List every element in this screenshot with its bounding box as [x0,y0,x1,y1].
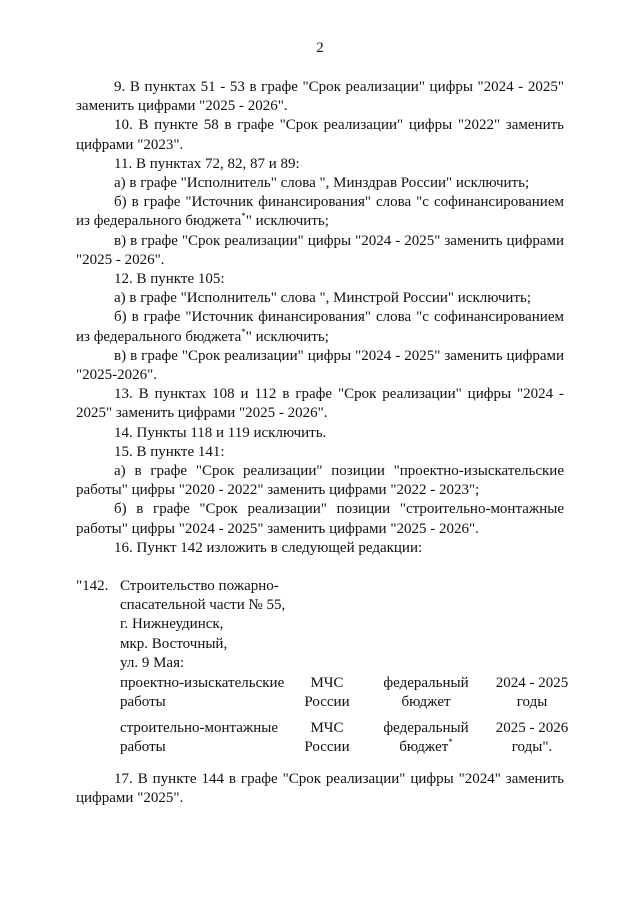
quoted-item-title: Строительство пожарно- спасательной части № 55, г. Нижнеудинск, мкр. Восточный, ул. 9 Мая: [120,578,286,671]
period-cell: 2024 - 2025 годы [495,675,569,711]
item-12-b: б) в графе "Источник финансирования" слова "с софинансированием из федерального бюджета*" исключить; [76,309,564,345]
item-14: 14. Пункты 118 и 119 исключить. [114,424,327,441]
item-17: 17. В пункте 144 в графе "Срок реализации" цифры "2024" заменить цифрами "2025". [76,771,564,807]
quoted-row [120,719,571,759]
item-11-b: б) в графе "Источник финансирования" слова "с софинансированием из федерального бюджета*" исключить; [76,194,564,230]
executor-cell: МЧС России [304,720,350,756]
item-15: 15. В пункте 141: [114,443,225,460]
footnote-mark: * [241,326,246,337]
item-11-v: в) в графе "Срок реализации" цифры "2024 - 2025" заменить цифрами "2025 - 2026". [76,232,564,268]
item-11: 11. В пунктах 72, 82, 87 и 89: [114,155,300,172]
executor-cell: МЧС России [304,675,350,711]
item-15-b: б) в графе "Срок реализации" позиции "строительно-монтажные работы" цифры "2024 - 2025" заменить цифрами "2025 - 2026". [76,501,564,537]
item-16: 16. Пункт 142 изложить в следующей редакции: [114,539,423,556]
funding-source-cell: федеральный бюджет* [383,720,469,756]
item-12: 12. В пункте 105: [114,271,225,288]
quoted-row [120,674,571,714]
document-body [76,78,564,558]
item-15-a: а) в графе "Срок реализации" позиции "проектно-изыскательские работы" цифры "2020 - 2022" заменить цифрами "2022 - 2023"; [76,463,564,499]
work-type-cell: строительно-монтажные работы [120,720,279,756]
quoted-item-number: "142. [76,578,109,594]
footnote-mark: * [448,737,453,748]
item-9: 9. В пунктах 51 - 53 в графе "Срок реализации" цифры "2024 - 2025" заменить цифрами "2025 - 2026". [76,79,564,115]
period-cell: 2025 - 2026 годы". [495,720,569,756]
item-13: 13. В пунктах 108 и 112 в графе "Срок реализации" цифры "2024 - 2025" заменить цифрами "2025 - 2026". [76,386,564,422]
item-10: 10. В пункте 58 в графе "Срок реализации" цифры "2022" заменить цифрами "2023". [76,117,564,153]
item-17-block [76,770,564,808]
footnote-mark: * [241,211,246,222]
item-12-v: в) в графе "Срок реализации" цифры "2024 - 2025" заменить цифрами "2025-2026". [76,347,564,384]
page-number: 2 [316,40,324,56]
item-11-a: а) в графе "Исполнитель" слова ", Минздрав России" исключить; [114,175,530,192]
funding-source-cell: федеральный бюджет [383,675,469,711]
work-type-cell: проектно-изыскательские работы [120,675,285,711]
item-12-a: а) в графе "Исполнитель" слова ", Минстрой России" исключить; [114,290,532,307]
